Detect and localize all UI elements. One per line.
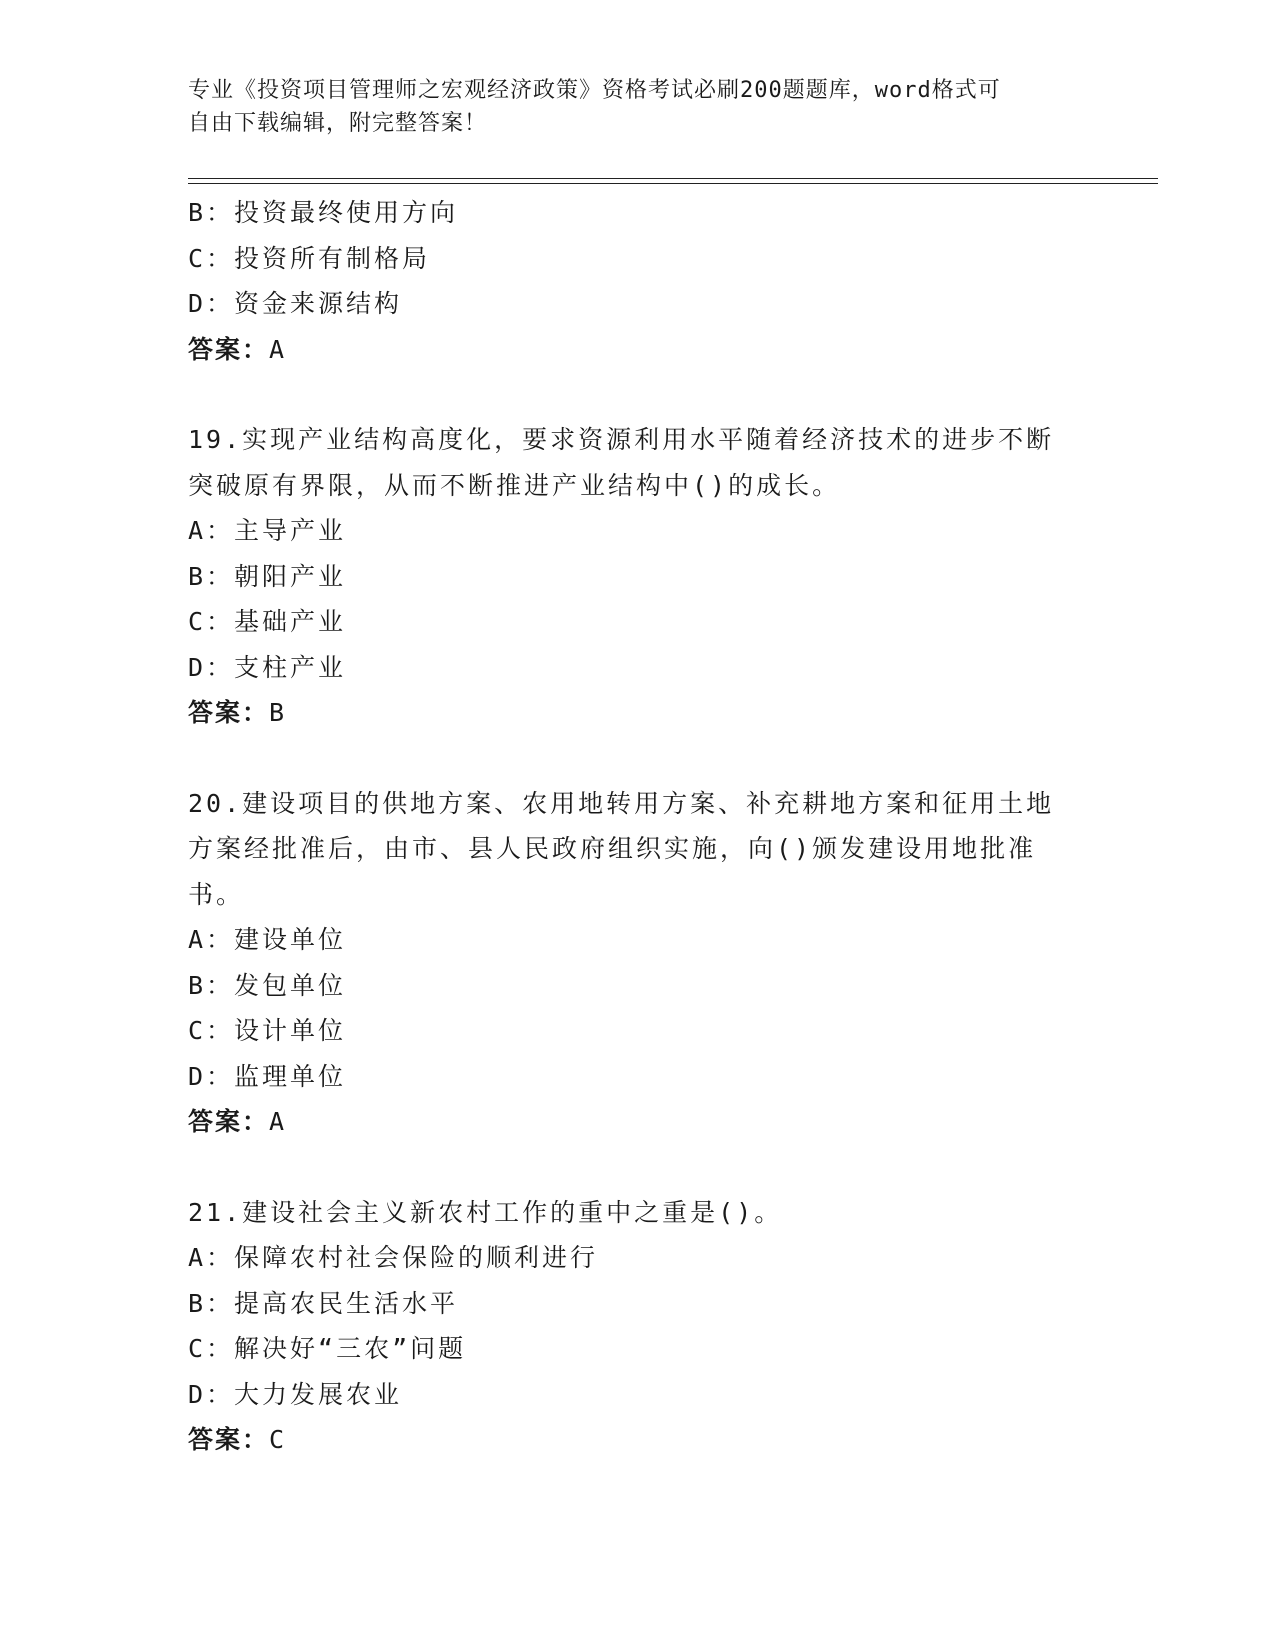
option-b: B：提高农民生活水平 — [188, 1288, 459, 1318]
answer-value: A — [269, 334, 287, 364]
header-line-2: 自由下载编辑，附完整答案！ — [188, 111, 488, 136]
spacer — [188, 1145, 1088, 1190]
answer-value: C — [269, 1425, 287, 1454]
answer-value: B — [269, 698, 287, 727]
option-d: D：监理单位 — [188, 1061, 347, 1091]
answer-line — [188, 1099, 1088, 1145]
answer-value: A — [269, 1107, 287, 1136]
option-d: D：支柱产业 — [188, 652, 347, 682]
question-text: 19.实现产业结构高度化，要求资源利用水平随着经济技术的进步不断突破原有界限，从而不断推进产业结构中()的成长。 — [188, 425, 1055, 500]
question-text: 21.建设社会主义新农村工作的重中之重是()。 — [188, 1197, 783, 1227]
question-block-19 — [188, 417, 1088, 736]
answer-line — [188, 327, 1088, 373]
option-b: B：朝阳产业 — [188, 561, 347, 591]
option-d: D：大力发展农业 — [188, 1379, 403, 1409]
option-c: C：解决好“三农”问题 — [188, 1334, 467, 1363]
header-divider-bottom — [188, 183, 1158, 184]
question-text: 20.建设项目的供地方案、农用地转用方案、补充耕地方案和征用土地方案经批准后，由市、县人民政府组织实施，向()颁发建设用地批准书。 — [188, 788, 1055, 909]
option-c: C：设计单位 — [188, 1016, 347, 1045]
header-line-1: 专业《投资项目管理师之宏观经济政策》资格考试必刷200题题库，word格式可 — [188, 78, 1001, 103]
option-d: D：资金来源结构 — [188, 289, 403, 318]
option-a: A：主导产业 — [188, 516, 347, 545]
answer-label: 答案： — [188, 698, 270, 727]
answer-line — [188, 690, 1088, 736]
question-list — [188, 190, 1088, 1463]
spacer — [188, 736, 1088, 781]
question-block-21 — [188, 1190, 1088, 1463]
option-b: B：发包单位 — [188, 970, 347, 1000]
header-divider-top — [188, 178, 1158, 179]
question-block-20 — [188, 781, 1088, 1145]
question-block-continued — [188, 190, 1088, 372]
document-header — [188, 74, 1088, 140]
answer-line — [188, 1417, 1088, 1463]
option-b: B：投资最终使用方向 — [188, 198, 459, 227]
option-c: C：基础产业 — [188, 607, 347, 636]
spacer — [188, 372, 1088, 417]
answer-label: 答案： — [188, 334, 270, 364]
answer-label: 答案： — [188, 1107, 270, 1136]
answer-label: 答案： — [188, 1425, 270, 1454]
option-a: A：保障农村社会保险的顺利进行 — [188, 1243, 599, 1272]
option-a: A：建设单位 — [188, 925, 347, 954]
option-c: C：投资所有制格局 — [188, 243, 431, 273]
